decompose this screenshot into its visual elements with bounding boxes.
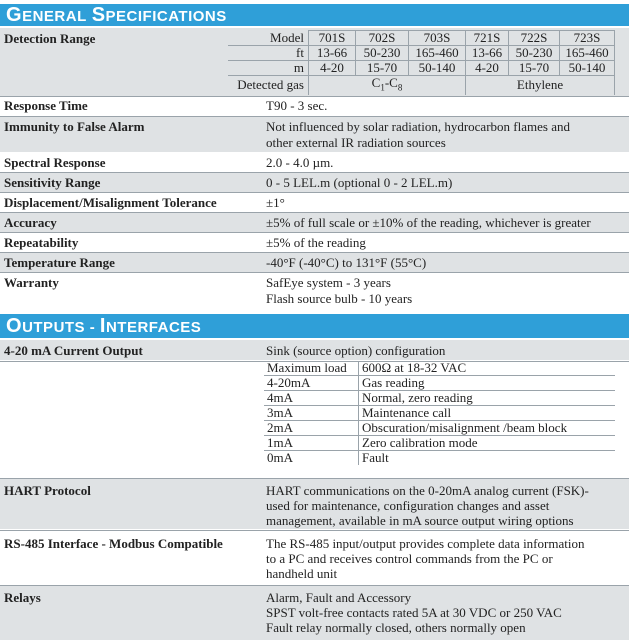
separator [0, 96, 629, 97]
detection-range-label: Detection Range [4, 31, 96, 46]
heading-initial: I [99, 315, 106, 337]
outputs-interfaces-heading [0, 314, 629, 338]
ma-row [264, 436, 615, 451]
m-row [228, 61, 615, 76]
model-cell: 701S [309, 31, 356, 46]
ma-key: 2mA [264, 421, 359, 436]
spec-label: Temperature Range [4, 255, 115, 270]
heading-initial: O [6, 315, 23, 337]
gas-header: Detected gas [228, 76, 309, 95]
spec-label: Immunity to False Alarm [4, 119, 145, 134]
m-cell: 15-70 [509, 61, 560, 76]
ma-desc: Fault [359, 451, 616, 466]
ma-key: 4-20mA [264, 376, 359, 391]
heading-rest: PECIFICATIONS [105, 8, 227, 25]
ma-row [264, 376, 615, 391]
model-cell: 703S [409, 31, 466, 46]
m-header: m [228, 61, 309, 76]
spec-label: Spectral Response [4, 155, 106, 170]
output-label: 4-20 mA Current Output [4, 343, 143, 358]
spec-value: ±1° [266, 195, 285, 210]
output-label: HART Protocol [4, 483, 91, 498]
ma-key: Maximum load [264, 361, 359, 376]
ft-cell: 50-230 [356, 46, 409, 61]
spec-label: Accuracy [4, 215, 57, 230]
spec-value: 2.0 - 4.0 µm. [266, 155, 334, 170]
ma-row [264, 361, 615, 376]
model-cell: 722S [509, 31, 560, 46]
spec-value: SafEye system - 3 years [266, 275, 391, 290]
ma-row [264, 421, 615, 436]
spec-value: Not influenced by solar radiation, hydrocarbon flames and [266, 119, 570, 134]
ma-key: 3mA [264, 406, 359, 421]
spec-value: ±5% of the reading [266, 235, 366, 250]
gas-cell-c1-c8: $C_1-C_8$ [309, 76, 466, 95]
current-output-table [264, 361, 615, 465]
ft-header: ft [228, 46, 309, 61]
heading-initial: G [6, 4, 23, 26]
spec-value: other external IR radiation sources [266, 135, 446, 150]
ma-key: 4mA [264, 391, 359, 406]
spec-label: Repeatability [4, 235, 79, 250]
m-cell: 4-20 [309, 61, 356, 76]
ma-desc: Obscuration/misalignment /beam block [359, 421, 616, 436]
output-value: used for maintenance, configuration changes and asset [266, 498, 550, 513]
output-value: SPST volt-free contacts rated 5A at 30 VDC or 250 VAC [266, 605, 562, 620]
output-value: Fault relay normally closed, others normally open [266, 620, 526, 635]
separator [0, 192, 629, 193]
ma-desc: Maintenance call [359, 406, 616, 421]
ma-row [264, 451, 615, 466]
spec-label: Response Time [4, 98, 88, 113]
model-cell: 702S [356, 31, 409, 46]
output-value: The RS-485 input/output provides complete data information [266, 536, 585, 551]
spec-value: T90 - 3 sec. [266, 98, 328, 113]
model-cell: 723S [560, 31, 615, 46]
gas-cell-ethylene: Ethylene [466, 76, 615, 95]
model-row [228, 31, 615, 46]
ma-row [264, 391, 615, 406]
ma-desc: 600Ω at 18-32 VAC [359, 361, 616, 376]
spec-value: Flash source bulb - 10 years [266, 291, 413, 306]
spec-value: 0 - 5 LEL.m (optional 0 - 2 LEL.m) [266, 175, 453, 190]
separator [0, 272, 629, 273]
ma-desc: Gas reading [359, 376, 616, 391]
m-cell: 15-70 [356, 61, 409, 76]
heading-initial: S [91, 4, 106, 26]
spec-label: Sensitivity Range [4, 175, 101, 190]
ft-cell: 165-460 [560, 46, 615, 61]
spec-value: -40°F (-40°C) to 131°F (55°C) [266, 255, 427, 270]
heading-rest: UTPUTS - [22, 319, 100, 336]
output-value: HART communications on the 0-20mA analog current (FSK)- [266, 483, 589, 498]
gas-row [228, 76, 615, 95]
output-value: to a PC and receives control commands from the PC or [266, 551, 553, 566]
separator [0, 530, 629, 531]
heading-rest: NTERFACES [105, 319, 202, 336]
output-value: Alarm, Fault and Accessory [266, 590, 412, 605]
spec-label: Warranty [4, 275, 59, 290]
output-label: RS-485 Interface - Modbus Compatible [4, 536, 223, 551]
m-cell: 50-140 [409, 61, 466, 76]
output-value: management, available in mA source output wiring options [266, 513, 574, 528]
ft-cell: 13-66 [466, 46, 509, 61]
ma-row [264, 406, 615, 421]
model-cell: 721S [466, 31, 509, 46]
ft-cell: 50-230 [509, 46, 560, 61]
output-label: Relays [4, 590, 41, 605]
ft-cell: 13-66 [309, 46, 356, 61]
general-specifications-heading [0, 4, 629, 26]
ft-cell: 165-460 [409, 46, 466, 61]
separator [0, 232, 629, 233]
m-cell: 50-140 [560, 61, 615, 76]
ma-desc: Zero calibration mode [359, 436, 616, 451]
spec-label: Displacement/Misalignment Tolerance [4, 195, 217, 210]
m-cell: 4-20 [466, 61, 509, 76]
heading-rest: ENERAL [22, 8, 87, 25]
ma-key: 0mA [264, 451, 359, 466]
output-value: Sink (source option) configuration [266, 343, 446, 358]
spec-value: ±5% of full scale or ±10% of the reading, whichever is greater [266, 215, 591, 230]
ma-key: 1mA [264, 436, 359, 451]
model-header: Model [228, 31, 309, 46]
ft-row [228, 46, 615, 61]
ma-desc: Normal, zero reading [359, 391, 616, 406]
output-value: handheld unit [266, 566, 338, 581]
detection-range-table [228, 30, 615, 95]
